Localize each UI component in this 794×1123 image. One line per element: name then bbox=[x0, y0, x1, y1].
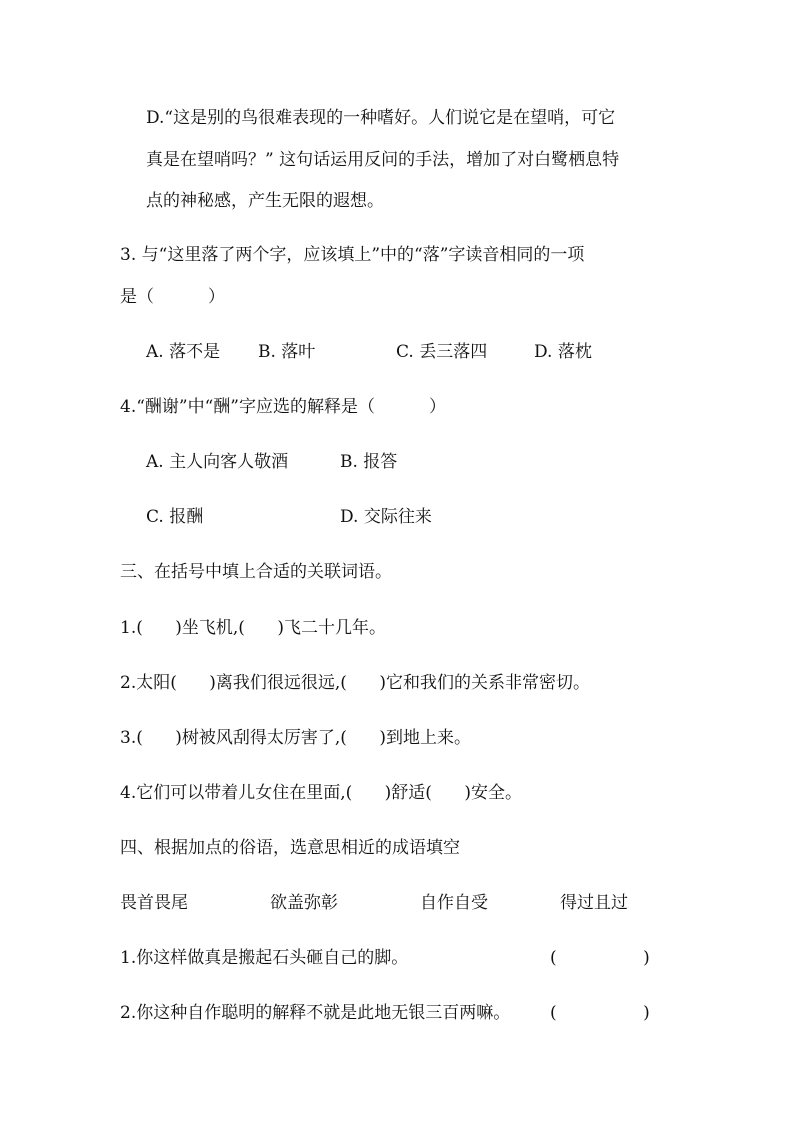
question-3-option-b: B. 落叶 bbox=[258, 342, 316, 362]
section-3-item-2: 2.太阳( )离我们很远很远,( )它和我们的关系非常密切。 bbox=[120, 673, 590, 693]
section-3-item-3: 3.( )树被风刮得太厉害了,( )到地上来。 bbox=[120, 728, 471, 748]
question-4-option-b: B. 报答 bbox=[340, 452, 398, 472]
question-3-stem-line-1: 3. 与“这里落了两个字，应该填上”中的“落”字读音相同的一项 bbox=[120, 245, 585, 265]
question-4-option-a: A. 主人向客人敬酒 bbox=[146, 452, 289, 472]
section-3-item-1: 1.( )坐飞机,( )飞二十几年。 bbox=[120, 618, 386, 638]
section-4-title: 四、根据加点的俗语，选意思相近的成语填空 bbox=[120, 838, 460, 858]
idiom-word-4: 得过且过 bbox=[560, 893, 628, 913]
section-3-item-4: 4.它们可以带着儿女住在里面,( )舒适( )安全。 bbox=[120, 783, 522, 803]
question-3-option-d: D. 落枕 bbox=[534, 342, 592, 362]
section-4-item-1-blank: ( ) bbox=[550, 948, 650, 968]
idiom-word-2: 欲盖弥彰 bbox=[270, 893, 338, 913]
option-d-line-1: D.“这是别的鸟很难表现的一种嗜好。人们说它是在望哨，可它 bbox=[146, 108, 616, 128]
question-3-stem-line-2: 是（ ） bbox=[120, 287, 226, 307]
section-3-title: 三、在括号中填上合适的关联词语。 bbox=[120, 562, 392, 582]
option-d-line-2: 真是在望哨吗？” 这句话运用反问的手法，增加了对白鹭栖息特 bbox=[146, 150, 620, 170]
question-3-option-a: A. 落不是 bbox=[146, 342, 221, 362]
section-4-item-1-text: 1.你这样做真是搬起石头砸自己的脚。 bbox=[120, 948, 409, 968]
question-3-option-c: C. 丢三落四 bbox=[396, 342, 488, 362]
idiom-word-1: 畏首畏尾 bbox=[120, 893, 188, 913]
option-d-line-3: 点的神秘感，产生无限的遐想。 bbox=[146, 191, 384, 211]
section-4-item-2-blank: ( ) bbox=[550, 1003, 650, 1023]
question-4-option-c: C. 报酬 bbox=[146, 507, 204, 527]
question-4-option-d: D. 交际往来 bbox=[340, 507, 432, 527]
question-4-stem: 4.“酬谢”中“酬”字应选的解释是（ ） bbox=[120, 397, 447, 417]
section-4-item-2-text: 2.你这种自作聪明的解释不就是此地无银三百两嘛。 bbox=[120, 1003, 511, 1023]
idiom-word-3: 自作自受 bbox=[420, 893, 488, 913]
